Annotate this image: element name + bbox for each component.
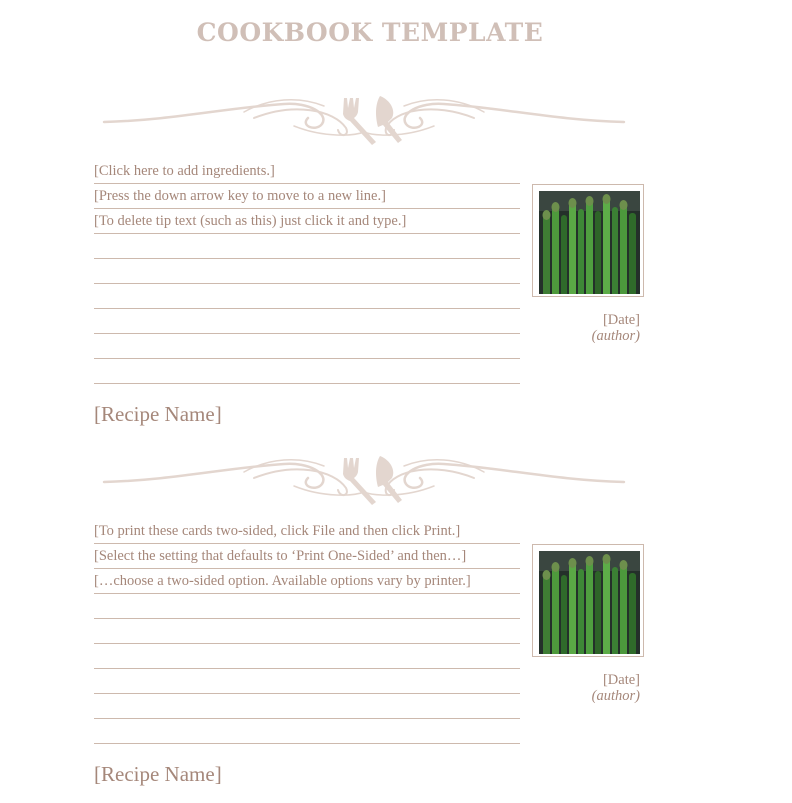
- instruction-line[interactable]: [94, 694, 520, 719]
- instruction-line[interactable]: […choose a two-sided option. Available options vary by printer.]: [94, 569, 520, 594]
- cutlery-flourish-divider: [94, 452, 634, 506]
- ingredient-line[interactable]: [94, 309, 520, 334]
- ingredient-line[interactable]: [Press the down arrow key to move to a new line.]: [94, 184, 520, 209]
- ingredient-line[interactable]: [To delete tip text (such as this) just click it and type.]: [94, 209, 520, 234]
- page-title: COOKBOOK TEMPLATE: [196, 18, 544, 47]
- ingredient-line[interactable]: [94, 334, 520, 359]
- author-field[interactable]: (author): [591, 688, 640, 704]
- date-field[interactable]: [Date]: [602, 312, 640, 328]
- recipe-meta: [540, 312, 640, 344]
- ingredients-lines: [94, 159, 520, 384]
- asparagus-photo[interactable]: [539, 191, 640, 294]
- asparagus-photo[interactable]: [539, 551, 640, 654]
- instruction-line[interactable]: [94, 669, 520, 694]
- instruction-line[interactable]: [94, 719, 520, 744]
- instruction-line[interactable]: [Select the setting that defaults to ‘Print One-Sided’ and then…]: [94, 544, 520, 569]
- date-field[interactable]: [Date]: [602, 672, 640, 688]
- author-field[interactable]: (author): [591, 328, 640, 344]
- instruction-line[interactable]: [94, 644, 520, 669]
- ingredient-line[interactable]: [94, 359, 520, 384]
- instruction-line[interactable]: [To print these cards two-sided, click File and then click Print.]: [94, 519, 520, 544]
- ingredient-line[interactable]: [94, 259, 520, 284]
- recipe-name-field[interactable]: [Recipe Name]: [94, 762, 222, 786]
- ingredient-line[interactable]: [94, 284, 520, 309]
- cutlery-flourish-divider: [94, 92, 634, 146]
- instructions-lines: [94, 519, 520, 744]
- recipe-name-field[interactable]: [Recipe Name]: [94, 402, 222, 426]
- ingredient-line[interactable]: [Click here to add ingredients.]: [94, 159, 520, 184]
- instruction-line[interactable]: [94, 594, 520, 619]
- recipe-photo-frame[interactable]: [532, 544, 644, 657]
- recipe-photo-frame[interactable]: [532, 184, 644, 297]
- instruction-line[interactable]: [94, 619, 520, 644]
- recipe-meta: [540, 672, 640, 704]
- ingredient-line[interactable]: [94, 234, 520, 259]
